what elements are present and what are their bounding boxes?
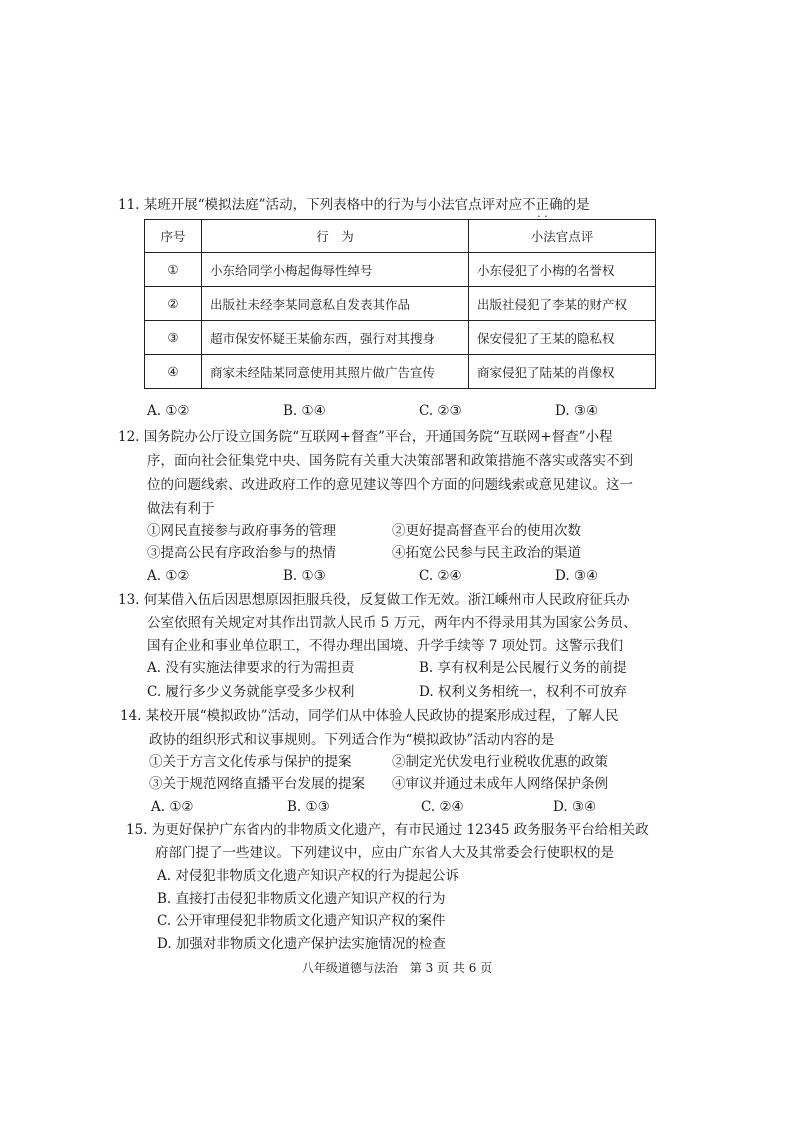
q12-option-b[interactable]: B. ①③ (283, 568, 326, 584)
q14-option-a[interactable]: A. ①② (151, 799, 194, 815)
q12-number: 12. (118, 429, 140, 445)
q11-row-behavior: 商家未经陆某同意使用其照片做广告宣传 (202, 355, 469, 389)
page-footer: 八年级道德与法治 第 3 页 共 6 页 (301, 961, 493, 975)
q14-item: ③关于规范网络直播平台发展的提案 (149, 776, 365, 792)
q11-row-comment: 小东侵犯了小梅的名誉权 (469, 253, 656, 287)
q13-number: 13. (118, 592, 140, 608)
q13-stem-line (118, 591, 630, 609)
q11-header-comment: 小法官点评 (469, 220, 656, 253)
q11-row-behavior: 小东给同学小梅起侮辱性绰号 (202, 253, 469, 287)
q13-stem-text: 何某借入伍后因思想原因拒服兵役，反复做工作无效。浙江嵊州市人民政府征兵办 (143, 592, 630, 608)
q15-stem-text: 为更好保护广东省内的非物质文化遗产，有市民通过 12345 政务服务平台给相关政 (151, 822, 649, 838)
q11-option-b[interactable]: B. ①④ (283, 403, 326, 419)
q11-header-behavior: 行 为 (202, 220, 469, 253)
q14-option-b[interactable]: B. ①③ (287, 799, 330, 815)
q12-item: ④拓宽公民参与民主政治的渠道 (392, 545, 581, 561)
q11-row-index: ③ (145, 321, 202, 355)
q13-option-d[interactable]: D. 权利义务相统一，权利不可放弃 (419, 684, 627, 700)
q11-row-comment: 保安侵犯了王某的隐私权 (469, 321, 656, 355)
q11-option-c[interactable]: C. ②③ (419, 403, 462, 419)
q15-number: 15. (126, 822, 148, 838)
q13-option-c[interactable]: C. 履行多少义务就能享受多少权利 (147, 684, 355, 700)
q14-stem-text: 某校开展“模拟政协”活动，同学们从中体验人民政协的提案形成过程，了解人民 (145, 708, 619, 724)
q11-row-index: ② (145, 287, 202, 321)
q14-item: ①关于方言文化传承与保护的提案 (149, 754, 352, 770)
q14-item: ④审议并通过未成年人网络保护条例 (392, 776, 608, 792)
q12-item: ②更好提高督查平台的使用次数 (392, 523, 581, 539)
q14-stem-line: 政协的组织形式和议事规则。下列适合作为“模拟政协”活动内容的是 (149, 732, 555, 748)
q15-option-a[interactable]: A. 对侵犯非物质文化遗产知识产权的行为提起公诉 (157, 868, 459, 884)
q11-stem-end: 的是 (562, 197, 590, 213)
q13-stem-line: 公室依照有关规定对其作出罚款人民币 5 万元，两年内不得录用其为国家公务员、 (147, 615, 637, 631)
q13-stem-line: 国有企业和事业单位职工，不得办理出国境、升学手续等 7 项处罚。这警示我们 (147, 638, 624, 654)
q11-row-index: ① (145, 253, 202, 287)
q12-stem-line: 序，面向社会征集党中央、国务院有关重大决策部署和政策措施不落实或落实不到 (147, 453, 633, 469)
q11-row-behavior: 出版社未经李某同意私自发表其作品 (202, 287, 469, 321)
q11-stem (118, 196, 590, 214)
q12-stem-line: 位的问题线索、改进政府工作的意见建议等四个方面的问题线索或意见建议。这一 (147, 477, 633, 493)
q13-option-a[interactable]: A. 没有实施法律要求的行为需担责 (147, 660, 355, 676)
table-row (145, 287, 656, 321)
q11-row-comment: 商家侵犯了陆某的肖像权 (469, 355, 656, 389)
q12-stem-line (118, 428, 613, 446)
q11-header-index: 序号 (145, 220, 202, 253)
q14-option-d[interactable]: D. ③④ (553, 799, 597, 815)
q11-table (144, 219, 656, 389)
q15-stem-line: 府部门提了一些建议。下列建议中，应由广东省人大及其常委会行使职权的是 (155, 845, 614, 861)
q11-row-behavior: 超市保安怀疑王某偷东西，强行对其搜身 (202, 321, 469, 355)
table-row (145, 321, 656, 355)
table-row (145, 253, 656, 287)
q11-stem-text: 某班开展“模拟法庭”活动，下列表格中的行为与小法官点评对应 (143, 197, 523, 213)
q12-item: ③提高公民有序政治参与的热情 (147, 545, 336, 561)
q15-option-d[interactable]: D. 加强对非物质文化遗产保护法实施情况的检查 (157, 936, 446, 952)
q14-number: 14. (120, 708, 142, 724)
q11-option-d[interactable]: D. ③④ (555, 403, 599, 419)
q14-option-c[interactable]: C. ②④ (421, 799, 464, 815)
q11-stem-emphasis: 不正确 · · (522, 197, 563, 213)
q15-stem-line (126, 821, 649, 839)
table-row (145, 355, 656, 389)
q13-option-b[interactable]: B. 享有权利是公民履行义务的前提 (419, 660, 627, 676)
q14-stem-line (120, 707, 619, 725)
q14-item: ②制定光伏发电行业税收优惠的政策 (392, 754, 608, 770)
q11-row-index: ④ (145, 355, 202, 389)
q12-option-a[interactable]: A. ①② (147, 568, 190, 584)
q12-stem-line: 做法有利于 (147, 501, 215, 517)
q11-row-comment: 出版社侵犯了李某的财产权 (469, 287, 656, 321)
q12-option-d[interactable]: D. ③④ (555, 568, 599, 584)
q11-table-header (145, 220, 656, 253)
q11-number: 11. (118, 197, 140, 213)
q11-option-a[interactable]: A. ①② (147, 403, 190, 419)
q12-option-c[interactable]: C. ②④ (419, 568, 462, 584)
q12-stem-text: 国务院办公厅设立国务院“互联网+督查”平台，开通国务院“互联网+督查”小程 (143, 429, 613, 445)
q15-option-b[interactable]: B. 直接打击侵犯非物质文化遗产知识产权的行为 (157, 891, 446, 907)
q15-option-c[interactable]: C. 公开审理侵犯非物质文化遗产知识产权的案件 (157, 913, 446, 929)
q12-item: ①网民直接参与政府事务的管理 (147, 523, 336, 539)
